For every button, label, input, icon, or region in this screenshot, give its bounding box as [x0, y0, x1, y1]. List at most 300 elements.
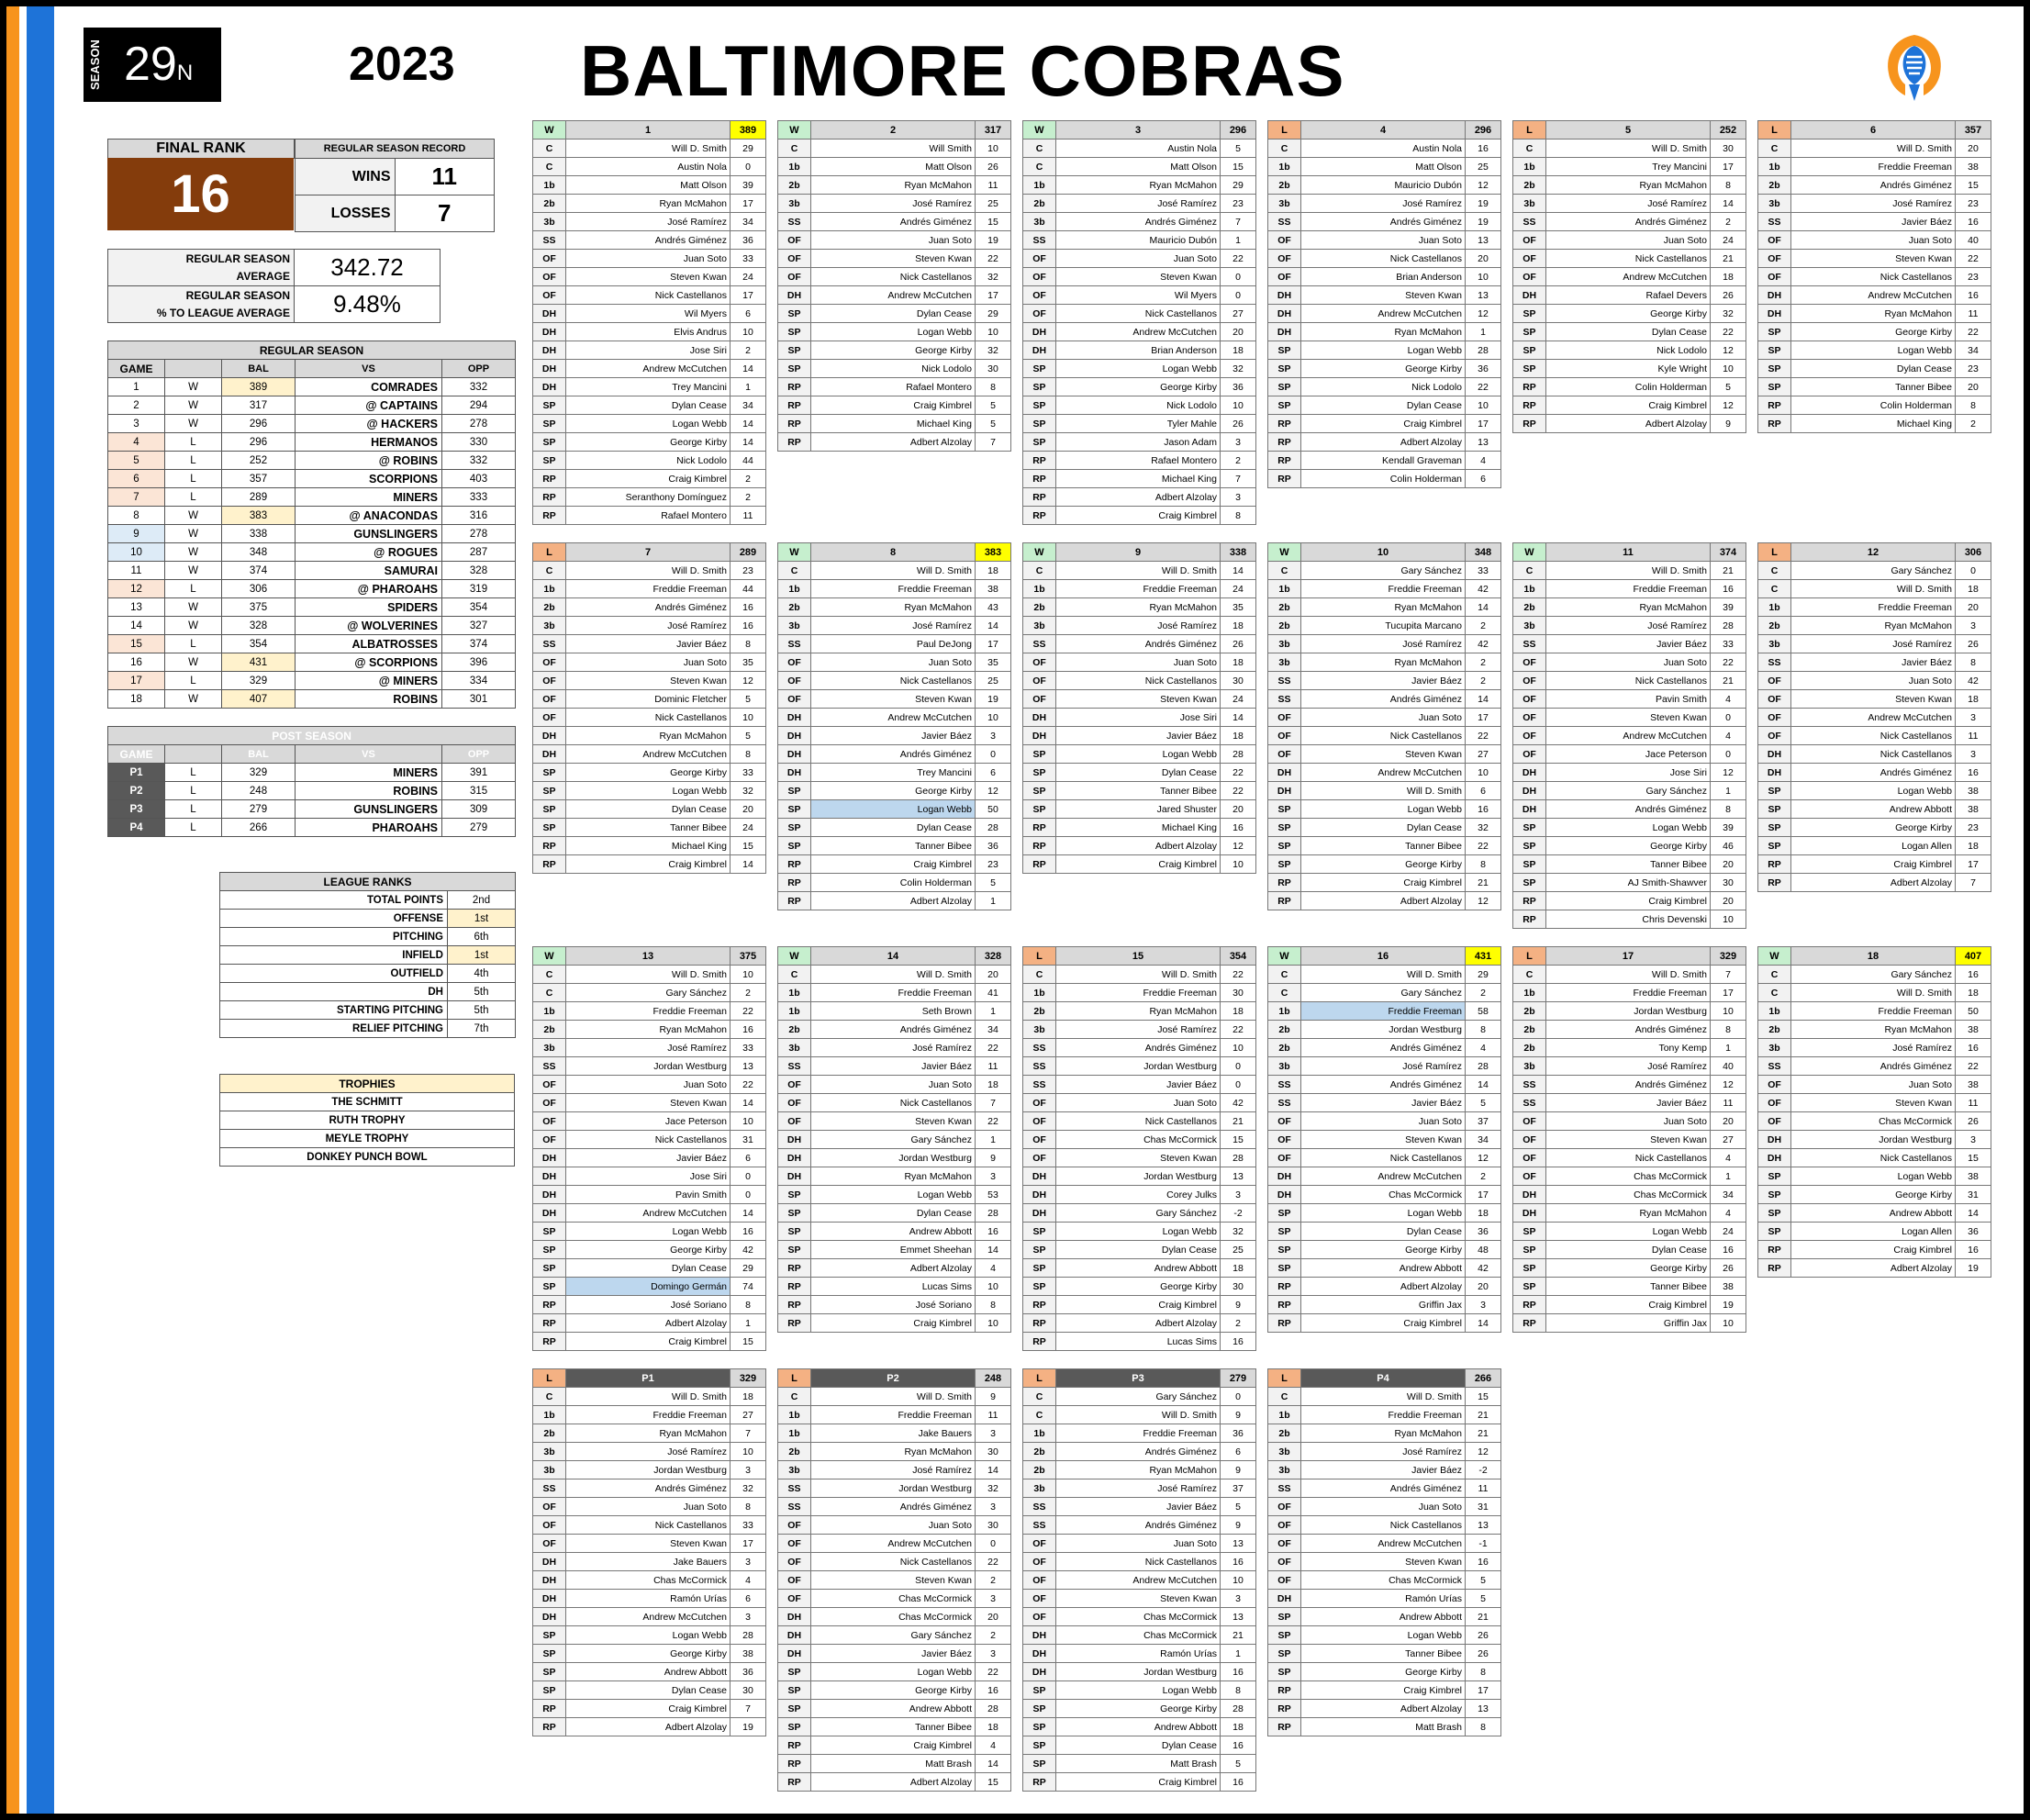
player-row: [778, 672, 1011, 690]
player-row: [533, 1167, 766, 1186]
player-points: 17: [731, 286, 766, 305]
player-row: [1023, 140, 1256, 158]
game-header-row: [1268, 947, 1501, 966]
position: OF: [1023, 1553, 1056, 1571]
position: SP: [778, 1204, 811, 1223]
player-row: [533, 727, 766, 745]
player-points: 10: [1466, 764, 1501, 782]
opp-score: 319: [442, 580, 516, 598]
position: C: [533, 562, 566, 580]
player-name: Adbert Alzolay: [1056, 488, 1221, 507]
game-number: 10: [108, 543, 165, 562]
player-name: Gary Sánchez: [1301, 562, 1466, 580]
position: OF: [533, 1535, 566, 1553]
position: 1b: [1023, 1424, 1056, 1443]
player-row: [1758, 1167, 1991, 1186]
player-name: Juan Soto: [566, 653, 731, 672]
player-points: 44: [731, 452, 766, 470]
position: 2b: [1513, 176, 1546, 195]
player-row: [533, 855, 766, 874]
player-points: 4: [1466, 452, 1501, 470]
losses-value: 7: [395, 195, 495, 232]
position: 3b: [778, 1461, 811, 1479]
player-points: 17: [1466, 415, 1501, 433]
player-name: George Kirby: [566, 764, 731, 782]
player-row: [1758, 782, 1991, 800]
game-score: 289: [731, 543, 766, 562]
player-name: Andrew Abbott: [1301, 1608, 1466, 1626]
player-points: 7: [1221, 213, 1256, 231]
player-row: [1268, 1388, 1501, 1406]
player-row: [1023, 1186, 1256, 1204]
position: DH: [1023, 1186, 1056, 1204]
player-row: [1758, 305, 1991, 323]
player-row: [1758, 176, 1991, 195]
result: L: [165, 800, 222, 819]
player-points: 0: [976, 1535, 1011, 1553]
player-name: Steven Kwan: [1056, 690, 1221, 709]
player-row: [1023, 396, 1256, 415]
blue-stripe: [27, 6, 54, 1814]
player-row: [778, 378, 1011, 396]
player-name: Andrés Giménez: [566, 598, 731, 617]
player-points: 9: [1221, 1296, 1256, 1314]
position: RP: [533, 1700, 566, 1718]
position: C: [1268, 140, 1301, 158]
player-points: 19: [1466, 213, 1501, 231]
post-game-row: [108, 782, 516, 800]
player-row: [533, 800, 766, 819]
result: W: [165, 378, 222, 396]
player-points: 10: [1221, 1039, 1256, 1057]
player-row: [778, 690, 1011, 709]
player-row: [1268, 378, 1501, 396]
player-points: 20: [1711, 892, 1746, 910]
player-row: [533, 1296, 766, 1314]
player-row: [1758, 1076, 1991, 1094]
game-result: L: [1758, 543, 1791, 562]
player-name: José Ramírez: [811, 1461, 976, 1479]
position: SP: [778, 360, 811, 378]
position: SS: [1758, 1057, 1791, 1076]
player-points: 16: [1956, 213, 1991, 231]
position: SP: [1023, 396, 1056, 415]
opponent: ROBINS: [296, 782, 442, 800]
game-number: 16: [1301, 947, 1466, 966]
player-name: Andrés Giménez: [1791, 176, 1956, 195]
position: SP: [1268, 396, 1301, 415]
game-score: 266: [1466, 1369, 1501, 1388]
player-name: Freddie Freeman: [1791, 1002, 1956, 1021]
player-points: 10: [731, 1443, 766, 1461]
position: SP: [778, 800, 811, 819]
player-name: Nick Castellanos: [1791, 268, 1956, 286]
position: SP: [533, 1278, 566, 1296]
game-header-row: [1023, 1369, 1256, 1388]
game-score: 296: [1221, 121, 1256, 140]
player-points: 14: [1956, 1204, 1991, 1223]
bal-score: 296: [222, 415, 296, 433]
position: SP: [1023, 1718, 1056, 1736]
position: SP: [1268, 341, 1301, 360]
player-name: Nick Castellanos: [1546, 1149, 1711, 1167]
game-table: [1267, 120, 1501, 488]
player-name: Logan Webb: [1056, 360, 1221, 378]
post-season-table: [107, 726, 516, 837]
position: SP: [778, 819, 811, 837]
rank-row: [220, 891, 516, 910]
position: C: [1023, 1406, 1056, 1424]
player-name: Steven Kwan: [566, 672, 731, 690]
opponent: ALBATROSSES: [296, 635, 442, 653]
player-points: 22: [976, 1663, 1011, 1681]
player-points: 31: [731, 1131, 766, 1149]
player-points: 8: [976, 1296, 1011, 1314]
pct-label: REGULAR SEASON % TO LEAGUE AVERAGE: [108, 286, 295, 323]
position: SP: [1023, 1278, 1056, 1296]
player-row: [1023, 1535, 1256, 1553]
player-points: 20: [1711, 1112, 1746, 1131]
position: SP: [1758, 1223, 1791, 1241]
player-points: 24: [1221, 690, 1256, 709]
player-row: [1758, 378, 1991, 396]
player-row: [1023, 1223, 1256, 1241]
player-row: [778, 819, 1011, 837]
player-row: [778, 855, 1011, 874]
position: 2b: [778, 598, 811, 617]
position: SP: [1513, 360, 1546, 378]
player-name: Logan Webb: [1056, 1223, 1221, 1241]
player-points: 9: [976, 1388, 1011, 1406]
position: 2b: [1758, 1021, 1791, 1039]
player-points: 16: [1221, 1333, 1256, 1351]
position: DH: [1268, 286, 1301, 305]
opponent: @ HACKERS: [296, 415, 442, 433]
player-name: Dylan Cease: [1301, 819, 1466, 837]
position: 1b: [1268, 1406, 1301, 1424]
player-points: 32: [976, 268, 1011, 286]
player-row: [778, 1131, 1011, 1149]
position: 2b: [1023, 1002, 1056, 1021]
position: OF: [1023, 305, 1056, 323]
player-points: 18: [1221, 341, 1256, 360]
player-row: [1023, 1406, 1256, 1424]
game-row: [108, 690, 516, 709]
player-name: Andrew McCutchen: [566, 1608, 731, 1626]
player-row: [533, 323, 766, 341]
position: DH: [1758, 305, 1791, 323]
player-name: Pavin Smith: [1546, 690, 1711, 709]
regular-season-table: [107, 341, 516, 709]
player-name: Chris Devenski: [1546, 910, 1711, 929]
player-row: [1023, 1663, 1256, 1681]
player-points: 19: [1711, 1296, 1746, 1314]
position: SP: [778, 1663, 811, 1681]
position: RP: [1268, 470, 1301, 488]
player-name: Logan Webb: [1301, 1626, 1466, 1645]
player-points: 17: [731, 195, 766, 213]
player-points: 18: [1956, 984, 1991, 1002]
player-row: [1023, 1571, 1256, 1590]
position: RP: [778, 1773, 811, 1792]
player-name: Juan Soto: [566, 250, 731, 268]
player-points: 3: [1221, 433, 1256, 452]
position: SP: [778, 1241, 811, 1259]
player-name: Andrew McCutchen: [1791, 286, 1956, 305]
trophy-row: [220, 1148, 515, 1167]
trophy-row: [220, 1093, 515, 1111]
player-name: Steven Kwan: [566, 1094, 731, 1112]
position: DH: [533, 323, 566, 341]
rank-row: [220, 910, 516, 928]
position: DH: [1758, 764, 1791, 782]
player-points: 22: [1466, 837, 1501, 855]
player-name: Logan Webb: [811, 323, 976, 341]
player-name: Craig Kimbrel: [566, 855, 731, 874]
position: C: [1023, 1388, 1056, 1406]
game-result: L: [1268, 1369, 1301, 1388]
player-points: 9: [1711, 415, 1746, 433]
player-row: [533, 452, 766, 470]
player-name: Jordan Westburg: [811, 1149, 976, 1167]
player-points: 16: [1221, 819, 1256, 837]
player-points: 50: [1956, 1002, 1991, 1021]
player-points: 74: [731, 1278, 766, 1296]
position: OF: [533, 1516, 566, 1535]
game-number: P4: [1301, 1369, 1466, 1388]
player-name: Javier Báez: [811, 1645, 976, 1663]
position: DH: [1023, 727, 1056, 745]
player-row: [778, 341, 1011, 360]
player-points: 16: [1466, 800, 1501, 819]
player-points: 4: [976, 1736, 1011, 1755]
position: 3b: [1513, 617, 1546, 635]
player-row: [533, 690, 766, 709]
player-row: [1023, 1681, 1256, 1700]
player-name: Steven Kwan: [1056, 1149, 1221, 1167]
player-name: Will D. Smith: [1791, 140, 1956, 158]
player-row: [1268, 213, 1501, 231]
player-name: Juan Soto: [811, 653, 976, 672]
player-name: Javier Báez: [1056, 1076, 1221, 1094]
cobra-emblem-icon: [1878, 33, 1951, 103]
game-number: 5: [1546, 121, 1711, 140]
position: SP: [1268, 1259, 1301, 1278]
opp-score: 327: [442, 617, 516, 635]
position: DH: [1513, 286, 1546, 305]
player-row: [1513, 855, 1746, 874]
position: OF: [1023, 250, 1056, 268]
player-points: 30: [976, 1443, 1011, 1461]
player-row: [1513, 745, 1746, 764]
position: OF: [1513, 653, 1546, 672]
player-row: [1023, 1755, 1256, 1773]
position: C: [1023, 158, 1056, 176]
player-name: Emmet Sheehan: [811, 1241, 976, 1259]
player-points: 24: [731, 268, 766, 286]
game-score: 374: [1711, 543, 1746, 562]
position: SP: [1513, 1278, 1546, 1296]
player-points: 44: [731, 580, 766, 598]
player-name: Craig Kimbrel: [566, 1333, 731, 1351]
player-name: Nick Castellanos: [1056, 1112, 1221, 1131]
player-name: Ryan McMahon: [566, 1021, 731, 1039]
player-points: 12: [1711, 396, 1746, 415]
player-name: Kendall Graveman: [1301, 452, 1466, 470]
position: 3b: [1758, 1039, 1791, 1057]
position: 1b: [1268, 1002, 1301, 1021]
player-points: 12: [731, 672, 766, 690]
bal-score: 389: [222, 378, 296, 396]
position: SS: [1268, 1479, 1301, 1498]
player-row: [1023, 690, 1256, 709]
player-row: [533, 1608, 766, 1626]
player-points: 1: [1711, 782, 1746, 800]
player-row: [533, 341, 766, 360]
player-row: [1268, 1553, 1501, 1571]
player-row: [1268, 1112, 1501, 1131]
player-name: Logan Webb: [811, 1186, 976, 1204]
player-name: Rafael Devers: [1546, 286, 1711, 305]
position: OF: [533, 286, 566, 305]
player-row: [778, 213, 1011, 231]
column-header: OPP: [442, 360, 516, 378]
player-points: 22: [1466, 727, 1501, 745]
position: SS: [533, 231, 566, 250]
player-points: 14: [1466, 1076, 1501, 1094]
player-points: 27: [1711, 1131, 1746, 1149]
player-points: 22: [976, 1112, 1011, 1131]
position: SP: [1268, 1241, 1301, 1259]
player-row: [1023, 1021, 1256, 1039]
position: C: [778, 1388, 811, 1406]
player-row: [533, 672, 766, 690]
player-name: Steven Kwan: [1056, 268, 1221, 286]
player-row: [1268, 1149, 1501, 1167]
game-table: [532, 542, 766, 874]
player-name: Nick Castellanos: [1056, 305, 1221, 323]
player-row: [778, 415, 1011, 433]
position: SS: [1023, 231, 1056, 250]
position: DH: [778, 286, 811, 305]
player-name: Gary Sánchez: [1791, 966, 1956, 984]
player-name: Logan Webb: [566, 415, 731, 433]
player-row: [533, 1718, 766, 1736]
player-name: Steven Kwan: [1791, 250, 1956, 268]
position: OF: [1023, 1131, 1056, 1149]
bal-score: 375: [222, 598, 296, 617]
game-score: 317: [976, 121, 1011, 140]
game-header-row: [778, 543, 1011, 562]
player-points: 22: [1221, 966, 1256, 984]
game-number: 7: [108, 488, 165, 507]
player-points: 12: [1711, 1076, 1746, 1094]
position: RP: [533, 507, 566, 525]
player-points: 19: [976, 690, 1011, 709]
game-number: 11: [1546, 543, 1711, 562]
player-name: Colin Holderman: [811, 874, 976, 892]
game-row: [108, 433, 516, 452]
game-header-row: [1758, 121, 1991, 140]
position: DH: [778, 764, 811, 782]
player-row: [533, 378, 766, 396]
player-name: Will D. Smith: [1301, 1388, 1466, 1406]
player-points: 39: [1711, 598, 1746, 617]
player-points: 12: [1466, 1443, 1501, 1461]
player-row: [533, 580, 766, 598]
player-name: George Kirby: [1301, 855, 1466, 874]
player-points: 10: [1466, 268, 1501, 286]
player-points: 26: [1466, 1645, 1501, 1663]
player-points: 35: [731, 653, 766, 672]
player-name: Michael King: [811, 415, 976, 433]
player-points: 3: [1956, 745, 1991, 764]
player-row: [533, 1498, 766, 1516]
player-points: 39: [1711, 819, 1746, 837]
player-points: 1: [1221, 1645, 1256, 1663]
position: C: [1268, 966, 1301, 984]
player-name: Matt Brash: [1301, 1718, 1466, 1736]
player-row: [1758, 1112, 1991, 1131]
player-points: 17: [1466, 1681, 1501, 1700]
opp-score: 328: [442, 562, 516, 580]
player-row: [1513, 341, 1746, 360]
player-name: Javier Báez: [1056, 727, 1221, 745]
player-name: Will D. Smith: [811, 1388, 976, 1406]
post-game-row: [108, 800, 516, 819]
player-points: 16: [1466, 1553, 1501, 1571]
player-row: [778, 1461, 1011, 1479]
player-row: [533, 1278, 766, 1296]
player-row: [1268, 1663, 1501, 1681]
position: OF: [1513, 231, 1546, 250]
player-row: [1268, 158, 1501, 176]
player-row: [1513, 176, 1746, 195]
player-name: George Kirby: [566, 1645, 731, 1663]
player-name: Jose Siri: [1546, 764, 1711, 782]
position: SS: [533, 1057, 566, 1076]
player-points: 6: [731, 1149, 766, 1167]
player-points: 10: [1221, 396, 1256, 415]
player-name: Austin Nola: [566, 158, 731, 176]
game-number: P2: [811, 1369, 976, 1388]
player-row: [1023, 635, 1256, 653]
player-row: [1758, 158, 1991, 176]
position: SP: [1758, 1204, 1791, 1223]
player-points: 15: [976, 213, 1011, 231]
position: SP: [1758, 782, 1791, 800]
player-points: 3: [731, 1461, 766, 1479]
player-name: Jordan Westburg: [1056, 1057, 1221, 1076]
position: OF: [778, 653, 811, 672]
position: RP: [1023, 1773, 1056, 1792]
player-points: 2: [731, 341, 766, 360]
game-number: 8: [811, 543, 976, 562]
player-name: Nick Lodolo: [566, 452, 731, 470]
rank-row: [220, 928, 516, 946]
player-name: Nick Castellanos: [1791, 745, 1956, 764]
player-points: 32: [731, 782, 766, 800]
position: 2b: [1023, 1443, 1056, 1461]
player-points: 10: [976, 140, 1011, 158]
player-row: [1023, 195, 1256, 213]
player-row: [533, 1535, 766, 1553]
player-name: Logan Webb: [1791, 341, 1956, 360]
player-points: 6: [1466, 782, 1501, 800]
player-row: [1023, 1700, 1256, 1718]
position: 3b: [533, 1039, 566, 1057]
position: OF: [778, 1076, 811, 1094]
